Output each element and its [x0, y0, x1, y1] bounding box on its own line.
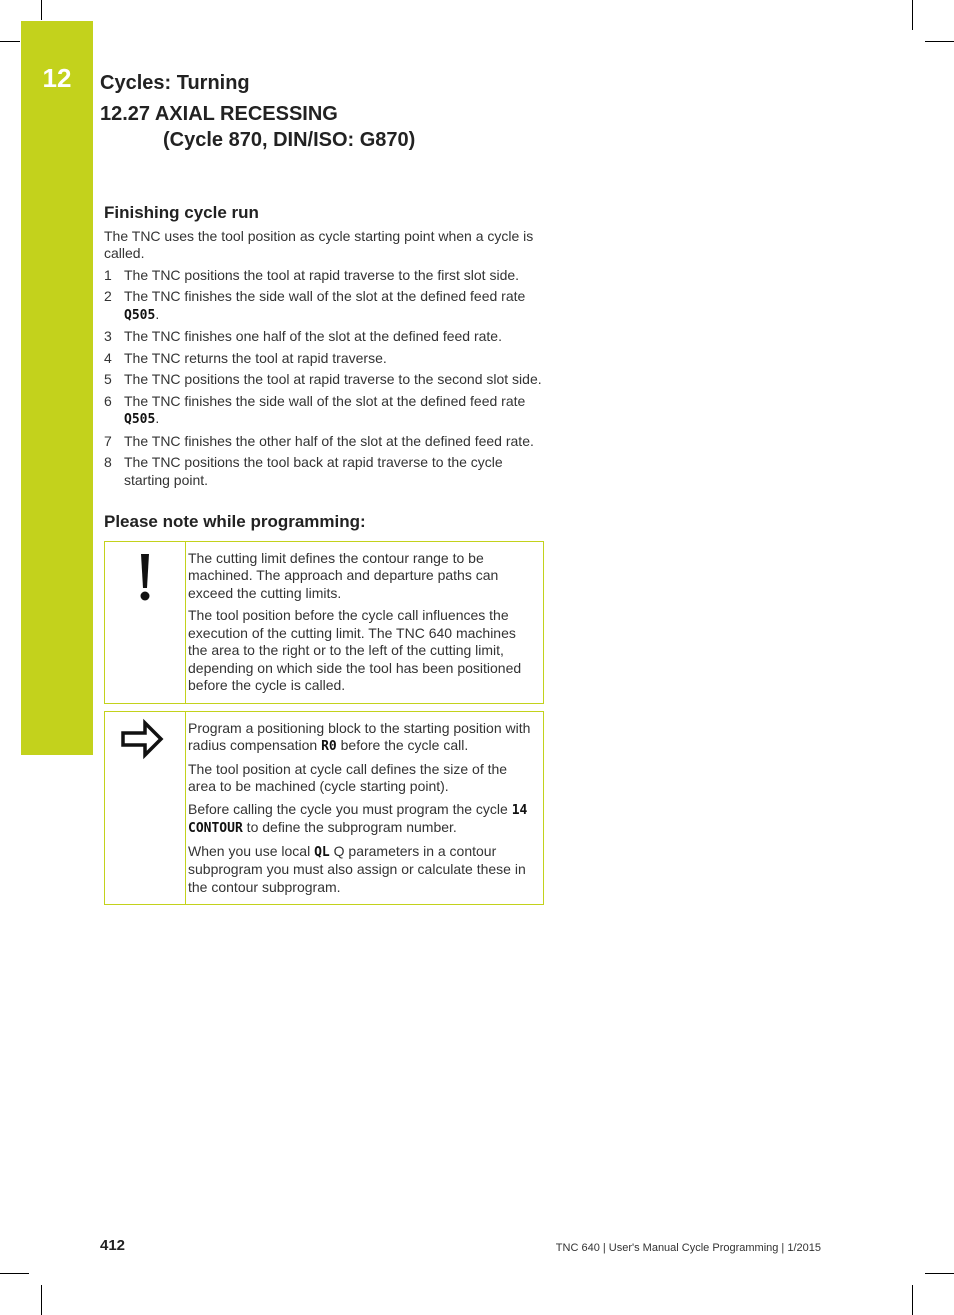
section-subtitle: (Cycle 870, DIN/ISO: G870) [163, 129, 416, 151]
parameter-code: QL [314, 844, 330, 860]
step-item: 3 The TNC finishes one half of the slot at the defined feed rate. [104, 328, 502, 344]
crop-mark [925, 41, 954, 42]
warning-note [104, 541, 544, 704]
chapter-sidebar [21, 21, 93, 755]
crop-mark [925, 1273, 954, 1274]
crop-mark [41, 1285, 42, 1315]
finishing-heading: Finishing cycle run [104, 203, 259, 222]
hint-note [104, 711, 544, 906]
warning-text: The cutting limit defines the contour range to be machined. The approach and departure paths can exceed the cutting limits. [188, 549, 499, 601]
step-item: 8 The TNC positions the tool back at rapid traverse to the cycle starting point. [104, 454, 503, 488]
footer-text: TNC 640 | User's Manual Cycle Programming | 1/2015 [555, 1242, 821, 1254]
programming-heading: Please note while programming: [104, 512, 366, 531]
hint-text: Program a positioning block to the starting position with radius compensation R0 before the cycle call. [188, 719, 531, 754]
hint-text: When you use local QL Q parameters in a contour subprogram you must also assign or calculate these in the contour subprogram. [188, 842, 526, 895]
step-item: 4 The TNC returns the tool at rapid traverse. [104, 349, 387, 366]
finishing-intro: The TNC uses the tool position as cycle starting point when a cycle is called. [104, 227, 534, 261]
step-item: 1 The TNC positions the tool at rapid traverse to the first slot side. [104, 266, 520, 283]
crop-mark [0, 1273, 29, 1274]
warning-text: The tool position before the cycle call influences the execution of the cutting limit. The TNC 640 machines the area to the right or to the left of the cutting limit, depending on which side the tool has been positioned before the cycle is called. [188, 607, 522, 693]
exclamation-icon [105, 542, 185, 703]
step-item: 7 The TNC finishes the other half of the slot at the defined feed rate. [104, 432, 534, 449]
chapter-number: 12 [42, 63, 72, 93]
parameter-code: Q505 [124, 412, 156, 427]
hint-text: Before calling the cycle you must program the cycle 14 CONTOUR to define the subprogram number. [188, 800, 528, 836]
page-number: 412 [100, 1237, 126, 1254]
step-item: 6 The TNC finishes the side wall of the slot at the defined feed rate Q505. [104, 392, 526, 427]
main-content [104, 204, 544, 905]
step-item: 5 The TNC positions the tool at rapid traverse to the second slot side. [104, 371, 542, 387]
parameter-code: 14 CONTOUR [188, 802, 528, 836]
crop-mark [912, 1285, 913, 1315]
hint-text: The tool position at cycle call defines the size of the area to be machined (cycle starting point). [188, 760, 508, 794]
chapter-title: Cycles: Turning [100, 72, 250, 94]
crop-mark [41, 0, 42, 20]
step-list [104, 267, 544, 490]
parameter-code: Q505 [124, 307, 156, 323]
step-item: 2 The TNC finishes the side wall of the slot at the defined feed rate Q505. [104, 288, 526, 323]
crop-mark [0, 41, 20, 42]
arrow-right-icon [105, 712, 185, 905]
section-title: 12.27 AXIAL RECESSING [100, 103, 338, 125]
crop-mark [912, 0, 913, 30]
parameter-code: R0 [321, 739, 337, 754]
